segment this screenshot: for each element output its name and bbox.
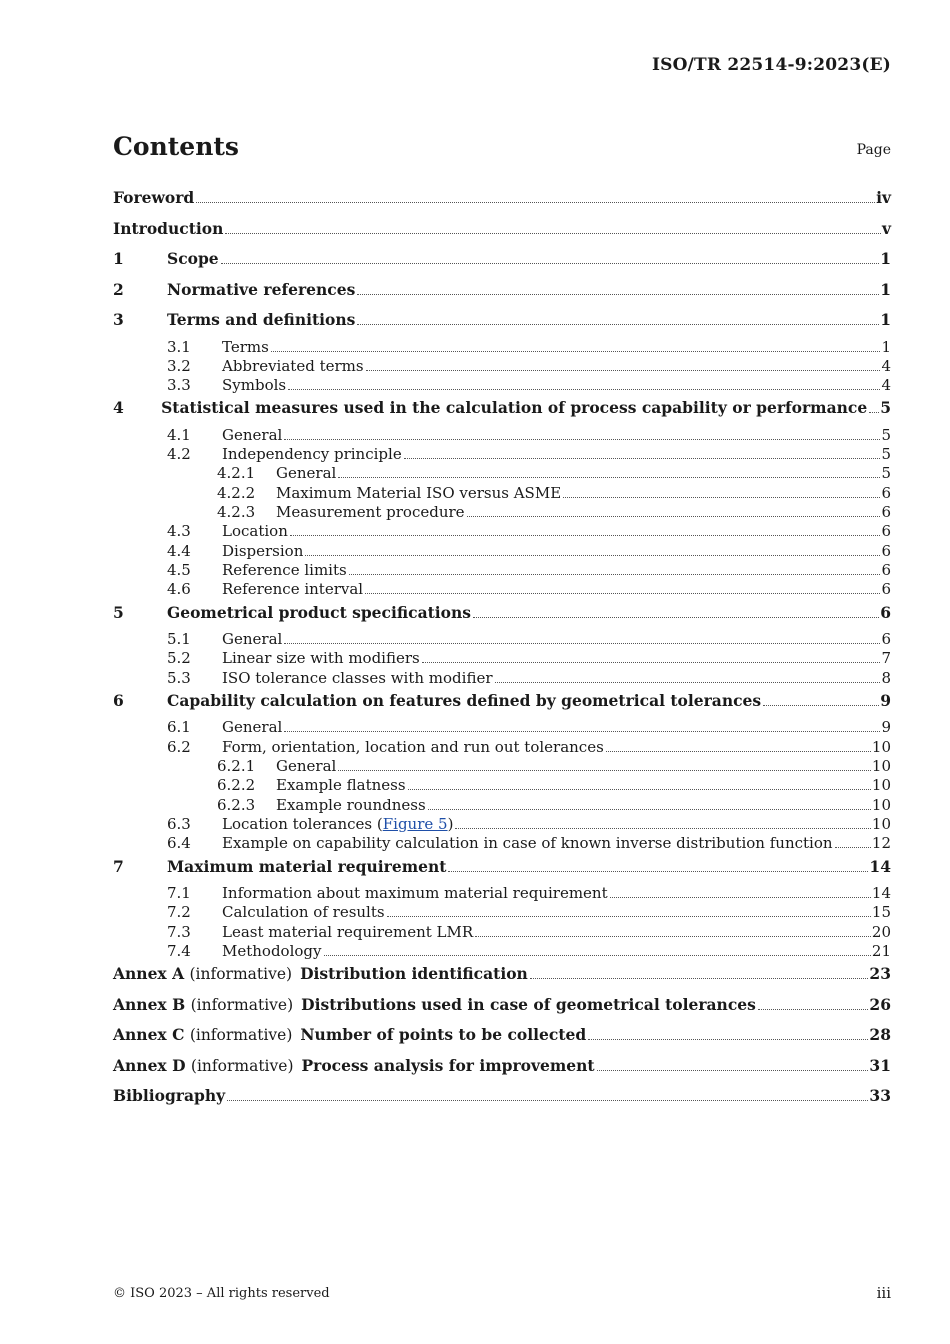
entry-number: 6.2.1 [217, 757, 256, 776]
dot-leader [530, 978, 869, 979]
toc-entry[interactable] [113, 649, 891, 668]
entry-page: 9 [880, 690, 891, 710]
dot-leader [221, 263, 880, 264]
entry-title: General [222, 425, 283, 444]
toc-entry[interactable] [113, 338, 891, 357]
entry-number: 5 [113, 602, 124, 622]
entry-page: 6 [881, 580, 891, 599]
entry-page: v [881, 218, 891, 238]
toc-entry[interactable] [113, 961, 891, 992]
dot-leader [227, 1100, 868, 1101]
dot-leader [588, 1039, 868, 1040]
annex-title: Distributions used in case of geometrical tolerances [301, 994, 756, 1014]
entry-page: 5 [881, 464, 891, 483]
entry-title: Normative references [167, 279, 356, 299]
entry-page: 1 [880, 279, 891, 299]
entry-page: 23 [869, 964, 891, 984]
dot-leader [365, 593, 880, 594]
entry-page: 1 [880, 249, 891, 268]
dot-leader [288, 389, 880, 390]
toc-entry[interactable] [113, 834, 891, 853]
toc-entry[interactable] [113, 776, 891, 795]
annex-title: Number of points to be collected [300, 1025, 587, 1045]
entry-page: 6 [881, 541, 891, 560]
entry-number: 4 [113, 398, 124, 418]
entry-number: 6.2 [167, 737, 191, 756]
entry-page: 1 [881, 337, 891, 356]
entry-title: Bibliography [113, 1086, 226, 1106]
entry-title: Least material requirement LMR [222, 922, 474, 941]
entry-title: Methodology [222, 941, 322, 960]
dot-leader [284, 731, 880, 732]
entry-page: 6 [881, 503, 891, 522]
entry-number: 5.3 [167, 668, 191, 687]
entry-title: Example on capability calculation in case of known inverse distribution function [222, 834, 833, 853]
entry-title: Dispersion [222, 541, 304, 560]
toc-entry[interactable] [113, 376, 891, 395]
entry-number: 4.2.3 [217, 503, 256, 522]
entry-page: 6 [881, 483, 891, 502]
page-number: iii [876, 1284, 891, 1302]
entry-title: Form, orientation, location and run out tolerances [222, 737, 604, 756]
entry-number: 7 [113, 856, 124, 876]
entry-number: 3.3 [167, 376, 191, 395]
toc-entry[interactable] [113, 357, 891, 376]
entry-title: Geometrical product specifications [167, 602, 472, 622]
entry-page: 28 [869, 1025, 891, 1045]
entry-page: 10 [871, 776, 891, 795]
entry-number: 1 [113, 249, 124, 268]
dot-leader [366, 370, 881, 371]
dot-leader [473, 617, 879, 618]
entry-page: iv [876, 188, 891, 207]
entry-number: 4.2 [167, 445, 191, 464]
toc-entry[interactable] [113, 1022, 891, 1053]
dot-leader [408, 789, 871, 790]
toc-entry[interactable] [113, 992, 891, 1023]
dot-leader [455, 828, 870, 829]
toc-entry[interactable] [113, 1083, 891, 1109]
dot-leader [495, 682, 881, 683]
entry-number: 4.6 [167, 580, 191, 599]
toc-entry[interactable] [113, 738, 891, 757]
document-id-header: ISO/TR 22514-9:2023(E) [651, 55, 891, 75]
annex-type: (informative) [189, 965, 293, 984]
entry-page: 1 [880, 310, 891, 329]
dot-leader [610, 897, 871, 898]
entry-page: 21 [871, 941, 891, 960]
entry-page: 6 [881, 522, 891, 541]
entry-page: 15 [871, 903, 891, 922]
toc-entry[interactable] [113, 484, 891, 503]
entry-number: 6.2.3 [217, 795, 256, 814]
dot-leader [606, 751, 871, 752]
entry-title: Reference limits [222, 560, 347, 579]
toc-entry[interactable] [113, 669, 891, 688]
entry-page: 8 [881, 668, 891, 687]
toc-entry[interactable] [113, 815, 891, 834]
entry-title [113, 994, 756, 1016]
entry-page: 26 [869, 994, 891, 1014]
entry-title [113, 1024, 586, 1046]
annex-title: Process analysis for improvement [301, 1055, 595, 1075]
entry-page: 4 [881, 376, 891, 395]
entry-title: General [276, 757, 337, 776]
dot-leader [290, 535, 881, 536]
entry-title: Maximum Material ISO versus ASME [276, 483, 562, 502]
toc-entry[interactable] [113, 630, 891, 649]
toc-entry[interactable] [113, 185, 891, 216]
dot-leader [869, 412, 879, 413]
toc-entry[interactable] [113, 522, 891, 541]
dot-leader [225, 233, 881, 234]
copyright-footer: © ISO 2023 – All rights reserved [113, 1286, 330, 1301]
annex-label: Annex B [113, 994, 186, 1014]
entry-number: 7.2 [167, 903, 191, 922]
entry-number: 3.1 [167, 337, 191, 356]
toc-entry[interactable] [113, 395, 891, 426]
entry-page: 14 [869, 856, 891, 876]
entry-number: 7.1 [167, 884, 191, 903]
toc-entry[interactable] [113, 246, 891, 277]
annex-label: Annex A [113, 964, 185, 984]
entry-page: 5 [880, 398, 891, 418]
dot-leader [357, 324, 879, 325]
dot-leader [284, 643, 880, 644]
entry-title: Abbreviated terms [222, 356, 364, 375]
toc-entry[interactable] [113, 464, 891, 483]
entry-title: Scope [167, 249, 219, 268]
entry-title: General [276, 464, 337, 483]
entry-title [113, 963, 528, 985]
dot-leader [597, 1070, 869, 1071]
toc-entry[interactable] [113, 903, 891, 922]
annex-title: Distribution identification [300, 964, 528, 984]
toc-entry[interactable] [113, 216, 891, 247]
toc-entry[interactable] [113, 854, 891, 885]
dot-leader [357, 294, 879, 295]
page-title: Contents [113, 132, 240, 161]
entry-title: Capability calculation on features defined by geometrical tolerances [167, 690, 762, 710]
toc-entry[interactable] [113, 942, 891, 961]
entry-title-text: Location tolerances ( [222, 814, 383, 833]
entry-title: Linear size with modifiers [222, 649, 420, 668]
entry-title: Independency principle [222, 445, 402, 464]
entry-page: 10 [871, 814, 891, 833]
entry-number: 2 [113, 279, 124, 299]
entry-page: 10 [871, 757, 891, 776]
entry-title: Foreword [113, 188, 195, 207]
toc-entry[interactable] [113, 796, 891, 815]
annex-type: (informative) [189, 1026, 293, 1045]
entry-number: 6.4 [167, 834, 191, 853]
toc-entry[interactable] [113, 923, 891, 942]
entry-title: Maximum material requirement [167, 856, 447, 876]
entry-number: 7.3 [167, 922, 191, 941]
dot-leader [284, 439, 880, 440]
dot-leader [835, 847, 871, 848]
dot-leader [324, 955, 871, 956]
toc-entry[interactable] [113, 503, 891, 522]
dot-leader [475, 936, 871, 937]
dot-leader [563, 497, 880, 498]
entry-number: 4.5 [167, 560, 191, 579]
entry-title: Information about maximum material requirement [222, 884, 608, 903]
entry-page: 20 [871, 922, 891, 941]
dot-leader [271, 351, 881, 352]
entry-title: Statistical measures used in the calculation of process capability or performance [161, 398, 868, 418]
entry-page: 9 [881, 718, 891, 737]
entry-title: Introduction [113, 218, 224, 238]
figure-link[interactable]: Figure 5 [382, 814, 448, 833]
entry-title-text: ) [447, 814, 454, 833]
entry-page: 31 [869, 1055, 891, 1075]
toc-entry[interactable] [113, 445, 891, 464]
annex-type: (informative) [190, 995, 294, 1014]
toc-entry[interactable] [113, 1053, 891, 1084]
entry-title: Example flatness [276, 776, 406, 795]
toc-entry[interactable] [113, 688, 891, 719]
dot-leader [428, 809, 871, 810]
entry-page: 6 [880, 602, 891, 622]
entry-page: 12 [871, 834, 891, 853]
entry-title [113, 1055, 595, 1077]
dot-leader [467, 516, 881, 517]
dot-leader [448, 871, 868, 872]
entry-page: 6 [881, 630, 891, 649]
entry-title: Reference interval [222, 580, 364, 599]
toc-entry[interactable] [113, 542, 891, 561]
entry-page: 5 [881, 445, 891, 464]
dot-leader [387, 916, 871, 917]
entry-title: Calculation of results [222, 903, 385, 922]
entry-title: Terms [222, 337, 269, 356]
entry-number: 6.1 [167, 718, 191, 737]
toc-entry[interactable] [113, 757, 891, 776]
entry-number: 4.2.2 [217, 483, 256, 502]
dot-leader [338, 477, 880, 478]
page-column-label: Page [856, 142, 891, 158]
entry-title [222, 815, 453, 834]
entry-page: 14 [871, 884, 891, 903]
entry-page: 33 [869, 1086, 891, 1106]
dot-leader [763, 705, 879, 706]
entry-number: 6 [113, 690, 124, 710]
toc-entry[interactable] [113, 718, 891, 737]
entry-page: 7 [881, 649, 891, 668]
dot-leader [404, 458, 881, 459]
entry-number: 5.1 [167, 630, 191, 649]
entry-title: Measurement procedure [276, 503, 465, 522]
entry-page: 6 [881, 560, 891, 579]
entry-number: 4.2.1 [217, 464, 256, 483]
entry-page: 10 [871, 795, 891, 814]
entry-number: 3.2 [167, 356, 191, 375]
entry-number: 5.2 [167, 649, 191, 668]
entry-title: Terms and definitions [167, 310, 356, 329]
annex-type: (informative) [190, 1056, 294, 1075]
entry-number: 7.4 [167, 941, 191, 960]
toc-entry[interactable] [113, 600, 891, 631]
entry-page: 10 [871, 737, 891, 756]
dot-leader [422, 662, 881, 663]
entry-title: General [222, 630, 283, 649]
annex-label: Annex C [113, 1025, 185, 1045]
toc-entry[interactable] [113, 580, 891, 599]
entry-title: Location [222, 522, 288, 541]
dot-leader [758, 1009, 869, 1010]
entry-number: 6.2.2 [217, 776, 256, 795]
entry-title: ISO tolerance classes with modifier [222, 668, 493, 687]
dot-leader [349, 574, 881, 575]
entry-number: 4.4 [167, 541, 191, 560]
toc-entry[interactable] [113, 307, 891, 338]
entry-title: Symbols [222, 376, 287, 395]
dot-leader [305, 555, 880, 556]
entry-number: 4.3 [167, 522, 191, 541]
entry-number: 4.1 [167, 425, 191, 444]
dot-leader [338, 770, 871, 771]
entry-title: General [222, 718, 283, 737]
toc-entry[interactable] [113, 277, 891, 308]
toc-entry[interactable] [113, 884, 891, 903]
entry-number: 3 [113, 310, 124, 329]
entry-number: 6.3 [167, 814, 191, 833]
annex-label: Annex D [113, 1055, 186, 1075]
table-of-contents [113, 185, 891, 1109]
toc-entry[interactable] [113, 426, 891, 445]
toc-entry[interactable] [113, 561, 891, 580]
entry-title: Example roundness [276, 795, 426, 814]
dot-leader [196, 202, 875, 203]
entry-page: 4 [881, 356, 891, 375]
entry-page: 5 [881, 425, 891, 444]
